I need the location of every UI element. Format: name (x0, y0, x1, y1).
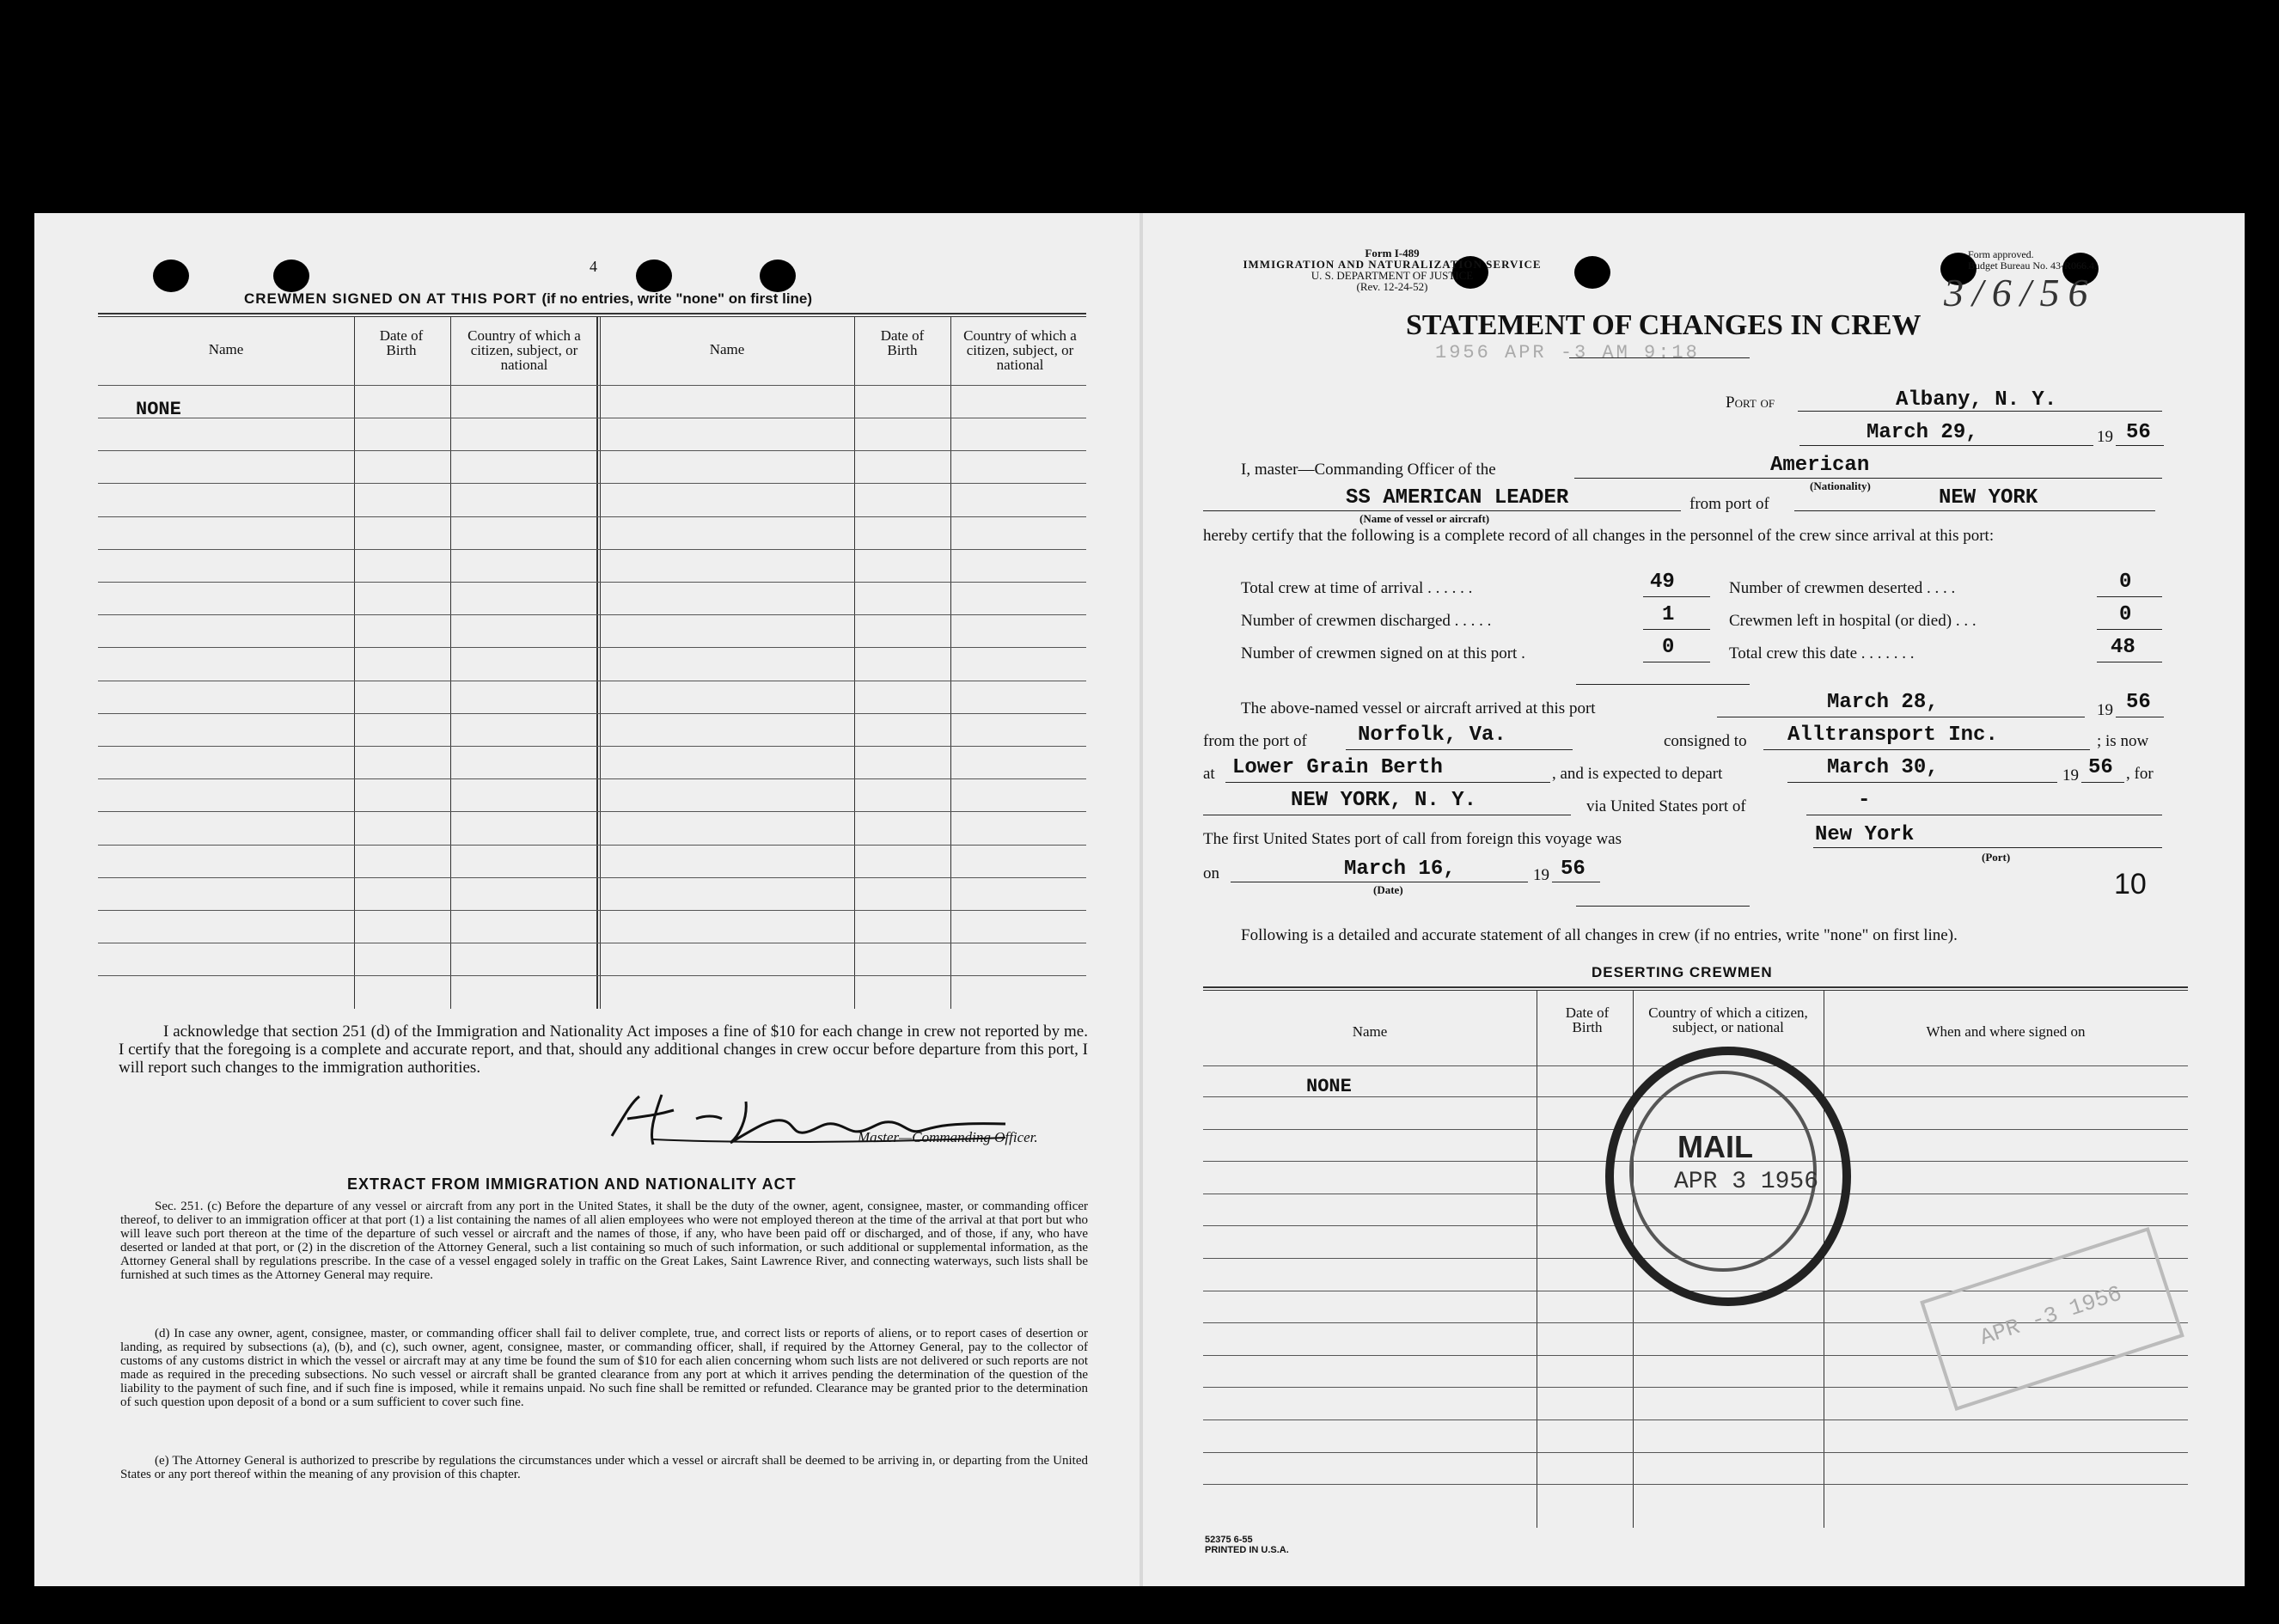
depart-date: March 30, (1827, 756, 1939, 779)
on-date: March 16, (1344, 858, 1456, 881)
table-row-rule (98, 647, 1086, 648)
port-caption: (Port) (1982, 851, 2011, 864)
section-title (244, 290, 812, 308)
signed-on-table (98, 313, 1086, 1009)
stat-signed-on: Number of crewmen signed on at this port . (1241, 644, 1525, 662)
acknowledgment-text: I acknowledge that section 251 (d) of the Immigration and Nationality Act imposes a fine of $10 for each change in crew not reported by me. I certify that the foregoing is a complete and accurate report, and that, should any additional changes in crew occur before departure from this port, I will report such changes to the immigration authorities. (119, 1023, 1088, 1077)
extract-section-e: (e) The Attorney General is authorized to prescribe by regulations the circumstances under which a vessel or aircraft shall be deemed to be arriving in, or departing from the United States or any port thereof within the meaning of any provision of this chapter. (120, 1454, 1088, 1481)
received-box-date: APR -3 1956 (1977, 1280, 2125, 1352)
page-fold (1140, 213, 1143, 1586)
stat-value-total-date: 48 (2111, 636, 2135, 659)
certify-text: hereby certify that the following is a complete record of all changes in the personnel of the crew since arrival at this port: (1203, 527, 1995, 545)
col-dob: Date of Birth (379, 327, 424, 358)
on-year-prefix: 19 (1533, 866, 1549, 884)
for-label: , for (2126, 765, 2154, 783)
table-row-rule (98, 483, 1086, 484)
table-row-rule (1203, 1387, 2188, 1388)
stat-label: Total crew at time of arrival (1241, 579, 1424, 597)
stat-discharged: Number of crewmen discharged . . . . . (1241, 612, 1492, 630)
first-port-text: The first United States port of call from foreign this voyage was (1203, 830, 1622, 848)
footer-code: 52375 6-55 (1205, 1535, 1253, 1545)
department: U. S. DEPARTMENT OF JUSTICE (1311, 269, 1474, 282)
stat-value-hospital: 0 (2119, 603, 2132, 626)
expected-text: , and is expected to depart (1552, 765, 1723, 783)
on-label: on (1203, 864, 1219, 882)
on-year: 56 (1561, 858, 1586, 881)
table-row-rule (98, 845, 1086, 846)
first-port-value: New York (1815, 823, 1915, 846)
table-row-rule (98, 746, 1086, 747)
mail-stamp-date: APR 3 1956 (1674, 1169, 1819, 1195)
table-row-rule (98, 910, 1086, 911)
page-number: 4 (590, 258, 597, 275)
col-name: Name (208, 341, 244, 357)
section-title-text: CREWMEN SIGNED ON AT THIS PORT (244, 290, 537, 307)
port-label: Port of (1726, 394, 1775, 412)
deserting-title: DESERTING CREWMEN (1592, 964, 1773, 980)
stat-deserted: Number of crewmen deserted . . . . (1729, 579, 1956, 597)
at-label: at (1203, 765, 1215, 783)
extract-title: EXTRACT FROM IMMIGRATION AND NATIONALITY ACT (347, 1175, 797, 1193)
table-row-rule (98, 582, 1086, 583)
stat-label: Total crew this date (1729, 644, 1858, 662)
col-dob: Date of Birth (1565, 1004, 1610, 1035)
arrived-text: The above-named vessel or aircraft arrived at this port (1241, 699, 1596, 717)
via-value: - (1858, 789, 1871, 812)
arrived-year: 56 (2126, 691, 2151, 714)
handwritten-date: 3/6/56 (1944, 271, 2097, 314)
stat-value-deserted: 0 (2119, 571, 2132, 594)
table-row-rule (98, 975, 1086, 976)
col-name: Name (1352, 1023, 1388, 1040)
stat-hospital: Crewmen left in hospital (or died) . . . (1729, 612, 1977, 630)
revision: (Rev. 12-24-52) (1356, 280, 1428, 293)
table-row-rule (1203, 1419, 2188, 1420)
date-year: 56 (2126, 421, 2151, 444)
master-text: I, master—Commanding Officer of the (1241, 461, 1496, 479)
arrived-year-prefix: 19 (2097, 701, 2113, 719)
from-port-value: NEW YORK (1939, 486, 2038, 510)
table-row-rule (1203, 1484, 2188, 1485)
footer-printed: PRINTED IN U.S.A. (1205, 1545, 1289, 1555)
form-title: STATEMENT OF CHANGES IN CREW (1406, 309, 1922, 341)
signed-on-first-entry: NONE (136, 399, 181, 420)
nationality-caption: (Nationality) (1810, 479, 1871, 492)
stat-value-signed-on: 0 (1662, 636, 1675, 659)
date-value: March 29, (1867, 421, 1978, 444)
from-the-port-label: from the port of (1203, 732, 1307, 750)
from-port-label: from port of (1689, 495, 1769, 513)
punch-hole (760, 259, 796, 292)
extract-section-d: (d) In case any owner, agent, consignee, master, or commanding officer shall fail to deliver complete, true, and correct lists or reports of aliens, or to report cases of desertion or landing, as required by subsections (a), (b), and (c), such owner, agent, consignee, master, or commanding officer, shall, if required by the Attorney General, pay to the collector of customs of any customs district in which the vessel or aircraft may at any time be found the sum of $10 for each alien concerning whom such lists are not delivered or such reports are not made as required in the preceding subsections. No such vessel or aircraft shall be granted clearance from any port at which it arrives pending the determination of the question of the liability to the payment of such fine, and if such fine is imposed, while it remains unpaid. No such fine shall be remitted or refunded. Clearance may be granted prior to the determination of such question upon deposit of a bond or a sum sufficient to cover such fine. (120, 1327, 1088, 1409)
via-label: via United States port of (1586, 797, 1746, 815)
arrived-date: March 28, (1827, 691, 1939, 714)
table-row-rule (98, 614, 1086, 615)
page-count: 10 (2114, 868, 2147, 901)
following-text: Following is a detailed and accurate statement of all changes in crew (if no entries, write "none" on first line). (1241, 926, 1958, 944)
depart-year-prefix: 19 (2062, 766, 2079, 785)
stat-value-total-arrival: 49 (1650, 571, 1675, 594)
col-country: Country of which a citizen, subject, or national (1648, 1004, 1808, 1035)
table-row-rule (98, 877, 1086, 878)
agency: IMMIGRATION AND NATURALIZATION SERVICE (1243, 258, 1542, 271)
table-row-rule (98, 450, 1086, 451)
vessel-value: SS AMERICAN LEADER (1346, 486, 1569, 510)
at-value: Lower Grain Berth (1232, 756, 1443, 779)
budget-bureau: Budget Bureau No. 43-R066.4. (1968, 259, 2097, 272)
form-approved: Form approved. (1968, 248, 2034, 260)
from-the-port-value: Norfolk, Va. (1358, 723, 1506, 747)
signature-caption: Master—Commanding Officer. (858, 1129, 1038, 1145)
table-row-rule (98, 516, 1086, 517)
received-time-stamp: 1956 APR -3 AM 9:18 (1435, 342, 1700, 363)
depart-year: 56 (2088, 756, 2113, 779)
col-name-2: Name (709, 341, 745, 357)
consigned-label: consigned to (1664, 732, 1747, 750)
stat-label: Number of crewmen deserted (1729, 579, 1923, 597)
year-prefix: 19 (2097, 428, 2113, 446)
stat-total-date: Total crew this date . . . . . . . (1729, 644, 1915, 662)
mail-postmark-stamp (1605, 1047, 1851, 1306)
approval-block (1968, 249, 2097, 272)
table-row-rule (98, 549, 1086, 550)
col-dob-2: Date of Birth (880, 327, 925, 358)
deserting-first-entry: NONE (1306, 1076, 1352, 1097)
punch-hole (273, 259, 309, 292)
date-caption: (Date) (1373, 883, 1403, 896)
stat-label: Crewmen left in hospital (or died) (1729, 612, 1952, 630)
extract-section-c: Sec. 251. (c) Before the departure of any vessel or aircraft from any port in the United States, it shall be the duty of the owner, agent, consignee, master, or commanding officer thereof, to deliver to an immigration officer at that port (1) a list containing the names of all alien employees who were not employed thereon at the time of the arrival at that port but who will leave such port thereon at the time of the departure of such vessel or aircraft and the names of those, if any, who have been paid off or discharged, and of those, if any, who have deserted or landed at that port, or (2) in the discretion of the Attorney General, such a list containing so much of such information, or such additional or supplemental information, as the Attorney General shall by regulations prescribe. In the case of a vessel engaged solely in traffic on the Great Lakes, Saint Lawrence River, and connecting waterways, such lists shall be furnished at such times as the Attorney General may require. (120, 1200, 1088, 1282)
col-country-2: Country of which a citizen, subject, or national (963, 327, 1077, 373)
punch-hole (153, 259, 189, 292)
form-number: Form I-489 (1365, 247, 1420, 259)
is-now-label: ; is now (2097, 732, 2149, 750)
table-row-rule (98, 778, 1086, 779)
section-note: (if no entries, write "none" on first line) (541, 290, 813, 307)
mail-stamp-word: MAIL (1677, 1129, 1753, 1164)
stat-label: Number of crewmen signed on at this port (1241, 644, 1518, 662)
col-country: Country of which a citizen, subject, or national (467, 327, 581, 373)
vessel-caption: (Name of vessel or aircraft) (1359, 512, 1490, 525)
punch-hole (636, 259, 672, 292)
col-when-where: When and where signed on (1926, 1023, 2086, 1040)
table-row-rule (98, 713, 1086, 714)
table-row-rule (1203, 1452, 2188, 1453)
stat-label: Number of crewmen discharged (1241, 612, 1451, 630)
stat-total-arrival: Total crew at time of arrival . . . . . . (1241, 579, 1473, 597)
stat-value-discharged: 1 (1662, 603, 1675, 626)
destination-value: NEW YORK, N. Y. (1291, 789, 1477, 812)
consigned-value: Alltransport Inc. (1787, 723, 1998, 747)
table-row-rule (98, 811, 1086, 812)
port-value: Albany, N. Y. (1896, 388, 2057, 412)
form-header (1194, 247, 1590, 292)
nationality-value: American (1770, 454, 1870, 477)
